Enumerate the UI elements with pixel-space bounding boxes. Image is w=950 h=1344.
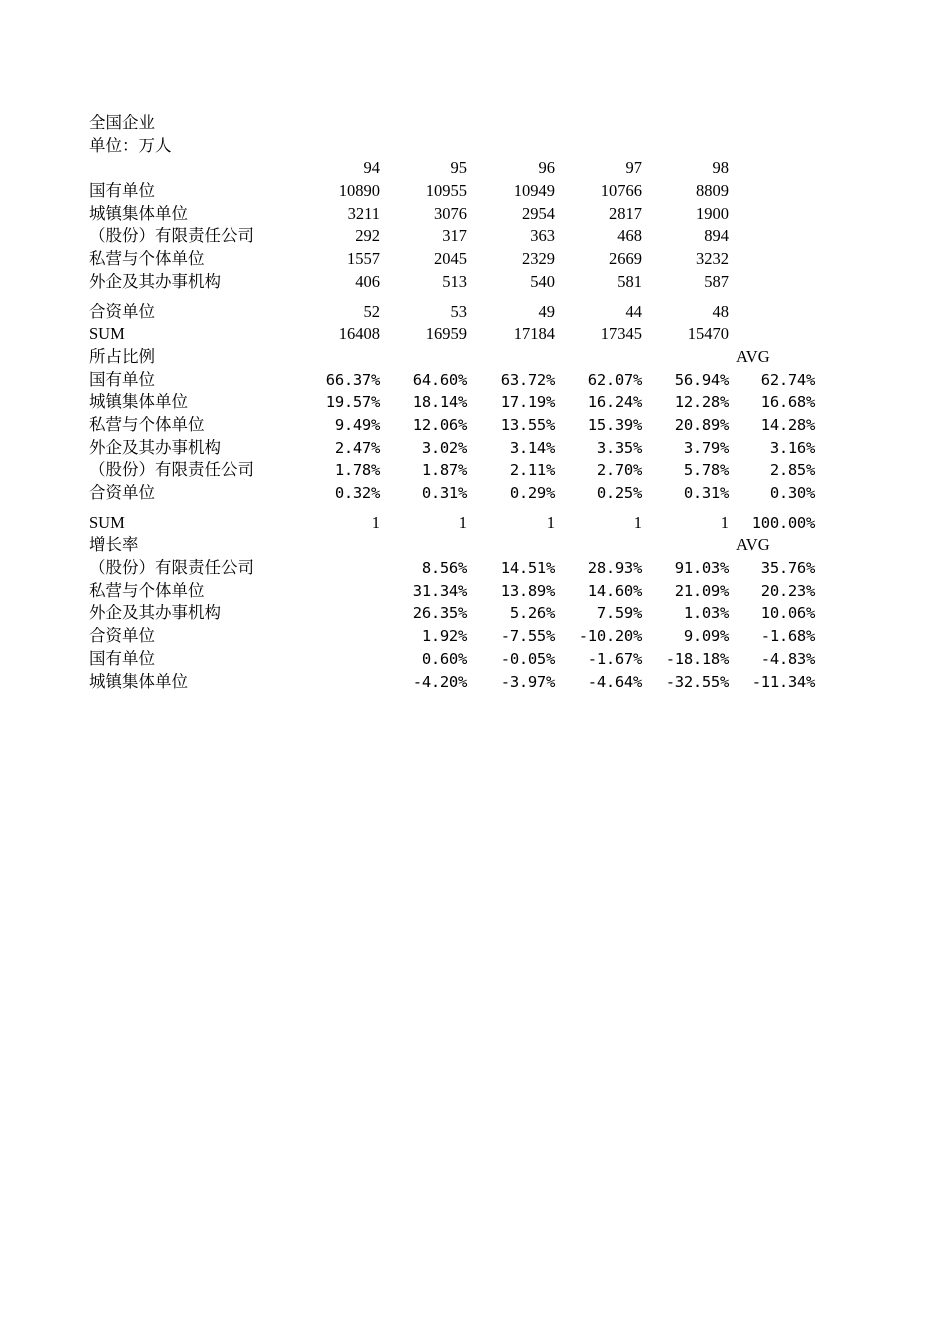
- value-cell: 14.60%: [587, 581, 642, 600]
- value-cell: 2329: [522, 249, 555, 269]
- value-cell: 0.31%: [421, 484, 467, 502]
- value-cell: 10766: [600, 181, 642, 201]
- value-cell: 1: [371, 512, 380, 532]
- row-label: 合资单位: [89, 483, 155, 502]
- value-cell: 49: [538, 301, 555, 321]
- sheet-title: 全国企业: [89, 113, 155, 132]
- value-cell: 31.34%: [412, 581, 467, 600]
- value-cell: -3.97%: [500, 672, 555, 691]
- avg-cell: 20.23%: [760, 581, 815, 600]
- avg-cell: 62.74%: [760, 370, 815, 389]
- value-cell: -32.55%: [665, 672, 729, 691]
- year-cell: 94: [363, 158, 380, 178]
- value-cell: 2.47%: [334, 438, 380, 457]
- value-cell: 540: [530, 271, 555, 291]
- value-cell: -18.18%: [665, 649, 729, 668]
- value-cell: 406: [355, 271, 380, 291]
- avg-cell: 3.16%: [769, 438, 815, 457]
- row-label: 城镇集体单位: [89, 392, 188, 412]
- value-cell: 5.78%: [683, 461, 729, 480]
- row-label: 城镇集体单位: [89, 203, 188, 223]
- value-cell: 1.87%: [421, 461, 467, 480]
- row-label: 外企及其办事机构: [89, 603, 221, 623]
- value-cell: 9.09%: [683, 627, 729, 646]
- value-cell: 62.07%: [587, 370, 642, 389]
- share-heading: 所占比例: [89, 346, 155, 366]
- value-cell: 468: [617, 226, 642, 246]
- value-cell: 16959: [425, 324, 467, 344]
- row-label: （股份）有限责任公司: [89, 558, 254, 578]
- value-cell: 15470: [687, 324, 729, 344]
- year-cell: 96: [538, 158, 555, 178]
- value-cell: 9.49%: [334, 415, 380, 434]
- value-cell: 20.89%: [674, 415, 729, 434]
- year-cell: 97: [625, 158, 642, 178]
- row-label: 私营与个体单位: [89, 414, 205, 434]
- value-cell: 1.78%: [334, 461, 380, 480]
- row-label: （股份）有限责任公司: [89, 460, 254, 480]
- value-cell: 15.39%: [587, 415, 642, 434]
- value-cell: 3.14%: [509, 438, 555, 457]
- value-cell: 2.11%: [509, 461, 555, 480]
- value-cell: -4.64%: [587, 672, 642, 691]
- value-cell: 0.60%: [421, 649, 467, 668]
- value-cell: 44: [625, 301, 642, 321]
- value-cell: 48: [712, 301, 729, 321]
- avg-cell: -11.34%: [751, 672, 815, 691]
- value-cell: 28.93%: [587, 559, 642, 578]
- avg-cell: 16.68%: [760, 393, 815, 412]
- value-cell: 26.35%: [412, 604, 467, 623]
- value-cell: 1: [546, 512, 555, 532]
- value-cell: 5.26%: [509, 604, 555, 623]
- value-cell: 21.09%: [674, 581, 729, 600]
- row-label: 合资单位: [89, 301, 155, 321]
- value-cell: 8.56%: [421, 559, 467, 578]
- value-cell: 10949: [513, 181, 555, 201]
- value-cell: 16.24%: [587, 393, 642, 412]
- value-cell: 3076: [434, 203, 467, 223]
- value-cell: 1557: [347, 249, 380, 269]
- value-cell: 2817: [609, 203, 642, 223]
- value-cell: 0.25%: [596, 484, 642, 502]
- value-cell: 0.31%: [683, 484, 729, 502]
- value-cell: 587: [704, 271, 729, 291]
- avg-cell: 100.00%: [751, 513, 815, 532]
- avg-cell: -4.83%: [760, 649, 815, 668]
- value-cell: 1: [720, 512, 729, 532]
- row-label: （股份）有限责任公司: [89, 226, 254, 246]
- avg-cell: 14.28%: [760, 415, 815, 434]
- value-cell: 56.94%: [674, 370, 729, 389]
- value-cell: 2954: [522, 203, 555, 223]
- value-cell: 292: [355, 226, 380, 246]
- value-cell: 1.03%: [683, 604, 729, 623]
- value-cell: 17345: [600, 324, 642, 344]
- row-label: 国有单位: [89, 181, 155, 201]
- value-cell: 53: [450, 301, 467, 321]
- value-cell: 12.06%: [412, 415, 467, 434]
- avg-header: AVG: [736, 535, 770, 555]
- value-cell: 2.70%: [596, 461, 642, 480]
- avg-cell: 2.85%: [769, 461, 815, 480]
- value-cell: 64.60%: [412, 370, 467, 389]
- value-cell: 17.19%: [500, 393, 555, 412]
- row-label: 私营与个体单位: [89, 580, 205, 600]
- avg-cell: 10.06%: [760, 604, 815, 623]
- row-label: 国有单位: [89, 369, 155, 389]
- value-cell: 3211: [347, 203, 380, 223]
- value-cell: 18.14%: [412, 393, 467, 412]
- value-cell: 7.59%: [596, 604, 642, 623]
- value-cell: 52: [363, 301, 380, 321]
- value-cell: -1.67%: [587, 649, 642, 668]
- value-cell: 8809: [696, 181, 729, 201]
- year-cell: 98: [712, 158, 729, 178]
- value-cell: 894: [704, 226, 729, 246]
- value-cell: 63.72%: [500, 370, 555, 389]
- value-cell: 10955: [425, 181, 467, 201]
- avg-cell: 35.76%: [760, 559, 815, 578]
- row-label: SUM: [89, 512, 125, 532]
- avg-cell: 0.30%: [769, 484, 815, 502]
- avg-cell: -1.68%: [760, 627, 815, 646]
- value-cell: -10.20%: [578, 627, 642, 646]
- value-cell: 3232: [696, 249, 729, 269]
- value-cell: 581: [617, 271, 642, 291]
- value-cell: 2045: [434, 249, 467, 269]
- avg-header: AVG: [736, 346, 770, 366]
- value-cell: -4.20%: [412, 672, 467, 691]
- value-cell: 1: [633, 512, 642, 532]
- row-label: 国有单位: [89, 648, 155, 668]
- value-cell: 0.32%: [334, 484, 380, 502]
- year-cell: 95: [450, 158, 467, 178]
- value-cell: 3.35%: [596, 438, 642, 457]
- value-cell: 14.51%: [500, 559, 555, 578]
- value-cell: 10890: [338, 181, 380, 201]
- growth-heading: 增长率: [89, 535, 139, 555]
- value-cell: 513: [442, 271, 467, 291]
- row-label: 外企及其办事机构: [89, 271, 221, 291]
- value-cell: 91.03%: [674, 559, 729, 578]
- value-cell: 12.28%: [674, 393, 729, 412]
- value-cell: 363: [530, 226, 555, 246]
- value-cell: 19.57%: [325, 393, 380, 412]
- row-label: SUM: [89, 324, 125, 344]
- value-cell: 16408: [338, 324, 380, 344]
- row-label: 城镇集体单位: [89, 671, 188, 691]
- value-cell: 17184: [513, 324, 555, 344]
- row-label: 合资单位: [89, 626, 155, 646]
- value-cell: 1.92%: [421, 627, 467, 646]
- value-cell: 317: [442, 226, 467, 246]
- value-cell: 13.55%: [500, 415, 555, 434]
- value-cell: 1: [458, 512, 467, 532]
- row-label: 外企及其办事机构: [89, 437, 221, 457]
- value-cell: 3.79%: [683, 438, 729, 457]
- value-cell: -7.55%: [500, 627, 555, 646]
- value-cell: 66.37%: [325, 370, 380, 389]
- row-label: 私营与个体单位: [89, 249, 205, 269]
- value-cell: 13.89%: [500, 581, 555, 600]
- value-cell: 0.29%: [509, 484, 555, 502]
- value-cell: -0.05%: [500, 649, 555, 668]
- value-cell: 1900: [696, 203, 729, 223]
- value-cell: 3.02%: [421, 438, 467, 457]
- value-cell: 2669: [609, 249, 642, 269]
- unit-label: 单位：万人: [89, 135, 172, 155]
